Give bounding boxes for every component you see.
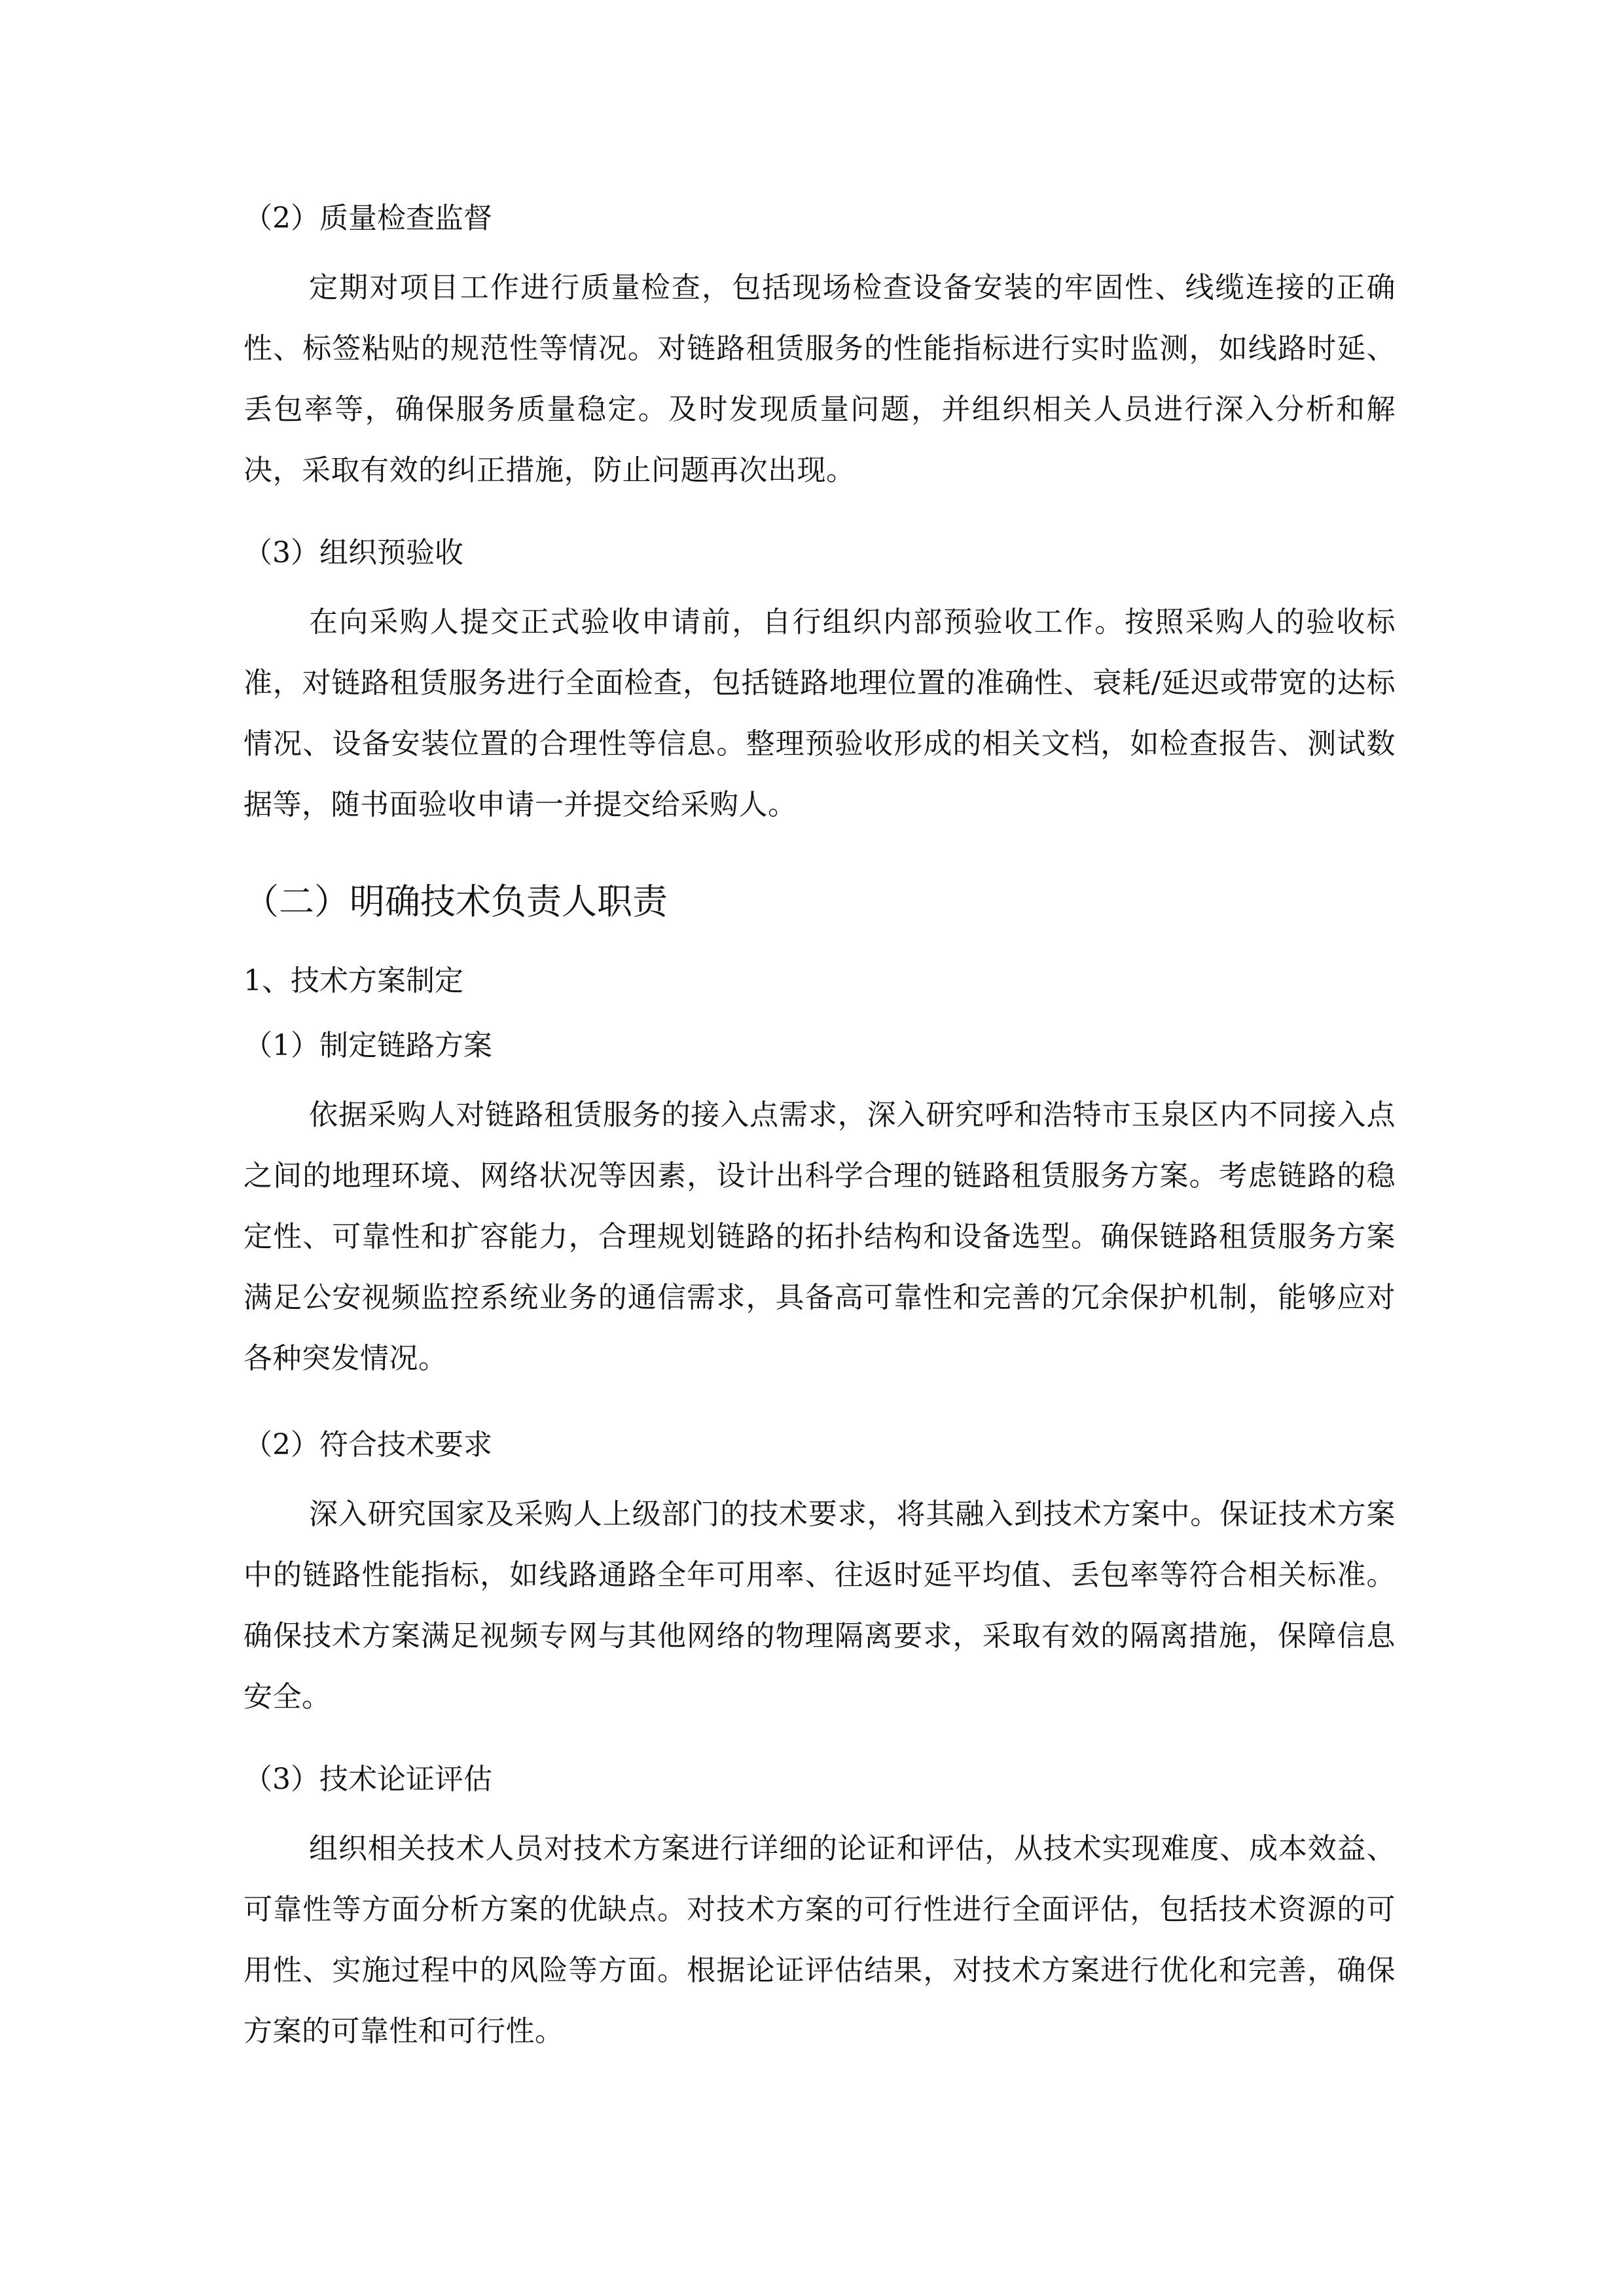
paragraph-tech-evaluation: 组织相关技术人员对技术方案进行详细的论证和评估，从技术实现难度、成本效益、可靠性等方面分析方案的优缺点。对技术方案的可行性进行全面评估，包括技术资源的可用性、实施过程中的风险等方面。根据论证评估结果，对技术方案进行优化和完善，确保方案的可靠性和可行性。 <box>244 1832 1396 2048</box>
subheading-tech-requirements: （2）符合技术要求 <box>244 1428 492 1462</box>
paragraph-link-plan: 依据采购人对链路租赁服务的接入点需求，深入研究呼和浩特市玉泉区内不同接入点之间的地理环境、网络状况等因素，设计出科学合理的链路租赁服务方案。考虑链路的稳定性、可靠性和扩容能力，合理规划链路的拓扑结构和设备选型。确保链路租赁服务方案满足公安视频监控系统业务的通信需求，具备高可靠性和完善的冗余保护机制，能够应对各种突发情况。 <box>244 1098 1396 1375</box>
numbered-heading-tech-plan: 1、技术方案制定 <box>244 964 463 997</box>
subheading-link-plan: （1）制定链路方案 <box>244 1029 492 1062</box>
subheading-quality-inspection: （2）质量检查监督 <box>244 202 492 235</box>
subheading-pre-acceptance: （3）组织预验收 <box>244 536 463 569</box>
subheading-tech-evaluation: （3）技术论证评估 <box>244 1763 492 1796</box>
paragraph-pre-acceptance: 在向采购人提交正式验收申请前，自行组织内部预验收工作。按照采购人的验收标准，对链路租赁服务进行全面检查，包括链路地理位置的准确性、衰耗/延迟或带宽的达标情况、设备安装位置的合理性等信息。整理预验收形成的相关文档，如检查报告、测试数据等，随书面验收申请一并提交给采购人。 <box>244 605 1396 821</box>
section-heading-tech-lead: （二）明确技术负责人职责 <box>244 881 668 922</box>
paragraph-tech-requirements: 深入研究国家及采购人上级部门的技术要求，将其融入到技术方案中。保证技术方案中的链路性能指标，如线路通路全年可用率、往返时延平均值、丢包率等符合相关标准。确保技术方案满足视频专网与其他网络的物理隔离要求，采取有效的隔离措施，保障信息安全。 <box>244 1498 1396 1713</box>
paragraph-quality-inspection: 定期对项目工作进行质量检查，包括现场检查设备安装的牢固性、线缆连接的正确性、标签粘贴的规范性等情况。对链路租赁服务的性能指标进行实时监测，如线路时延、丢包率等，确保服务质量稳定。及时发现质量问题，并组织相关人员进行深入分析和解决，采取有效的纠正措施，防止问题再次出现。 <box>244 271 1396 487</box>
